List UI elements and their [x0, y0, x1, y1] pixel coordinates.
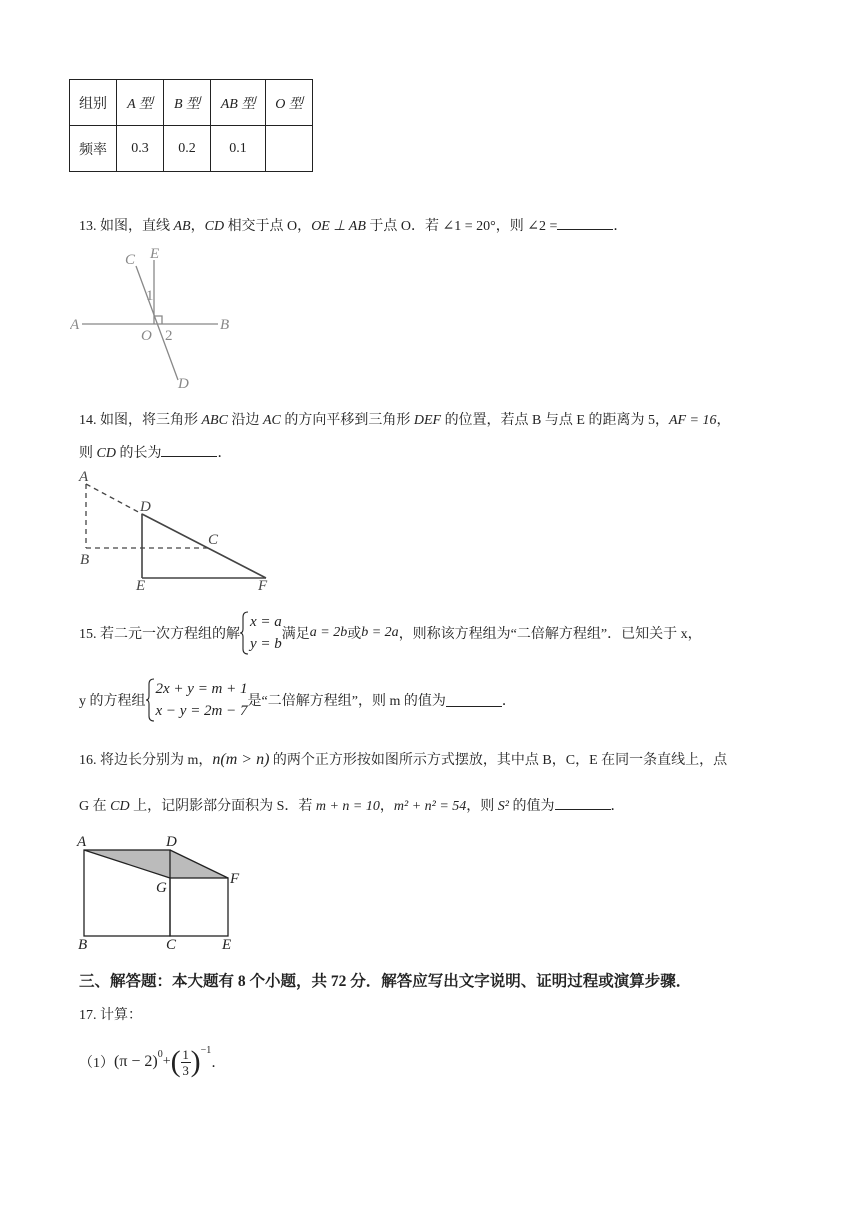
- table-cell: O 型: [266, 80, 313, 126]
- question-14-line-1: 14. 如图，将三角形 ABC 沿边 AC 的方向平移到三角形 DEF 的位置，若点 B 与点 E 的距离为 5，AF = 16，: [79, 413, 731, 428]
- answer-blank: [555, 797, 611, 810]
- table-cell: 0.3: [117, 126, 164, 172]
- label-d: D: [178, 376, 189, 390]
- label-o: O: [141, 328, 152, 344]
- table-cell: [266, 126, 313, 172]
- table-cell: AB 型: [211, 80, 266, 126]
- left-paren-icon: (: [170, 1045, 181, 1078]
- label-g: G: [156, 880, 167, 896]
- question-15-line-1: 15. 若二元一次方程组的解 x = a y = b 满足 a = 2b 或 b = 2a ，则称该方程组为“二倍解方程组”．已知关于 x，: [79, 611, 702, 655]
- table-cell: A 型: [117, 80, 164, 126]
- label-a: A: [77, 834, 87, 850]
- question-16-line-2: G 在 CD 上，记阴影部分面积为 S．若 m + n = 10，m² + n² = 54，则 S² 的值为 ．: [79, 799, 625, 814]
- table-cell: 0.2: [164, 126, 211, 172]
- label-e: E: [136, 578, 146, 594]
- right-paren-icon: ): [190, 1045, 201, 1078]
- answer-blank: [446, 694, 502, 707]
- label-angle-2: 2: [165, 328, 173, 344]
- table-cell: 频率: [70, 126, 117, 172]
- fraction: 1 3: [182, 1046, 189, 1078]
- brace-icon: [146, 678, 155, 722]
- square-small: [170, 878, 228, 936]
- table-cell: 0.1: [211, 126, 266, 172]
- equation-system: 2x + y = m + 1 x − y = 2m − 7: [146, 678, 248, 722]
- label-d: D: [140, 499, 151, 515]
- question-13: 13. 如图，直线 AB，CD 相交于点 O，OE ⊥ AB 于点 O．若 ∠1 = 20°，则 ∠2 = ．: [79, 219, 628, 234]
- label-b: B: [80, 552, 90, 568]
- table-row: [70, 126, 313, 172]
- table-header-row: [70, 80, 313, 126]
- frequency-table: [69, 79, 313, 172]
- label-c: C: [166, 937, 177, 953]
- section-heading: 三、解答题：本大题有 8 个小题，共 72 分．解答应写出文字说明、证明过程或演算步骤．: [79, 973, 692, 990]
- question-14-line-2: 则 CD 的长为 ．: [79, 446, 232, 461]
- figure-13: [70, 240, 250, 390]
- line-cd: [136, 266, 178, 380]
- label-b: B: [220, 317, 230, 333]
- segment-df: [142, 514, 266, 578]
- label-f: F: [258, 578, 268, 594]
- question-16-line-1: 16. 将边长分别为 m，n(m > n) 的两个正方形按如图所示方式摆放，其中点 B，C，E 在同一条直线上，点: [79, 751, 728, 768]
- label-e: E: [150, 246, 160, 262]
- label-a: A: [79, 469, 89, 485]
- table-cell: B 型: [164, 80, 211, 126]
- question-17-part-1: （1） (π − 2) $^0$ + ( 1 3 ) $^{-1}$ ．: [79, 1044, 226, 1078]
- label-a: A: [70, 317, 80, 333]
- question-17-title: 17. 计算：: [79, 1008, 142, 1023]
- label-d: D: [166, 834, 177, 850]
- label-b: B: [78, 937, 88, 953]
- label-c: C: [208, 532, 219, 548]
- label-e: E: [222, 937, 232, 953]
- solution-system: x = a y = b: [240, 611, 282, 655]
- label-c: C: [125, 252, 136, 268]
- segment-ad: [86, 484, 142, 514]
- figure-16: [72, 830, 252, 955]
- label-angle-1: 1: [146, 288, 154, 304]
- figure-14: [72, 466, 282, 594]
- question-15-line-2: y 的方程组 2x + y = m + 1 x − y = 2m − 7 是“二倍解方程组”，则 m 的值为 ．: [79, 678, 516, 722]
- label-f: F: [230, 871, 240, 887]
- answer-blank: [161, 444, 217, 457]
- table-cell: 组别: [70, 80, 117, 126]
- answer-blank: [557, 217, 613, 230]
- brace-icon: [240, 611, 249, 655]
